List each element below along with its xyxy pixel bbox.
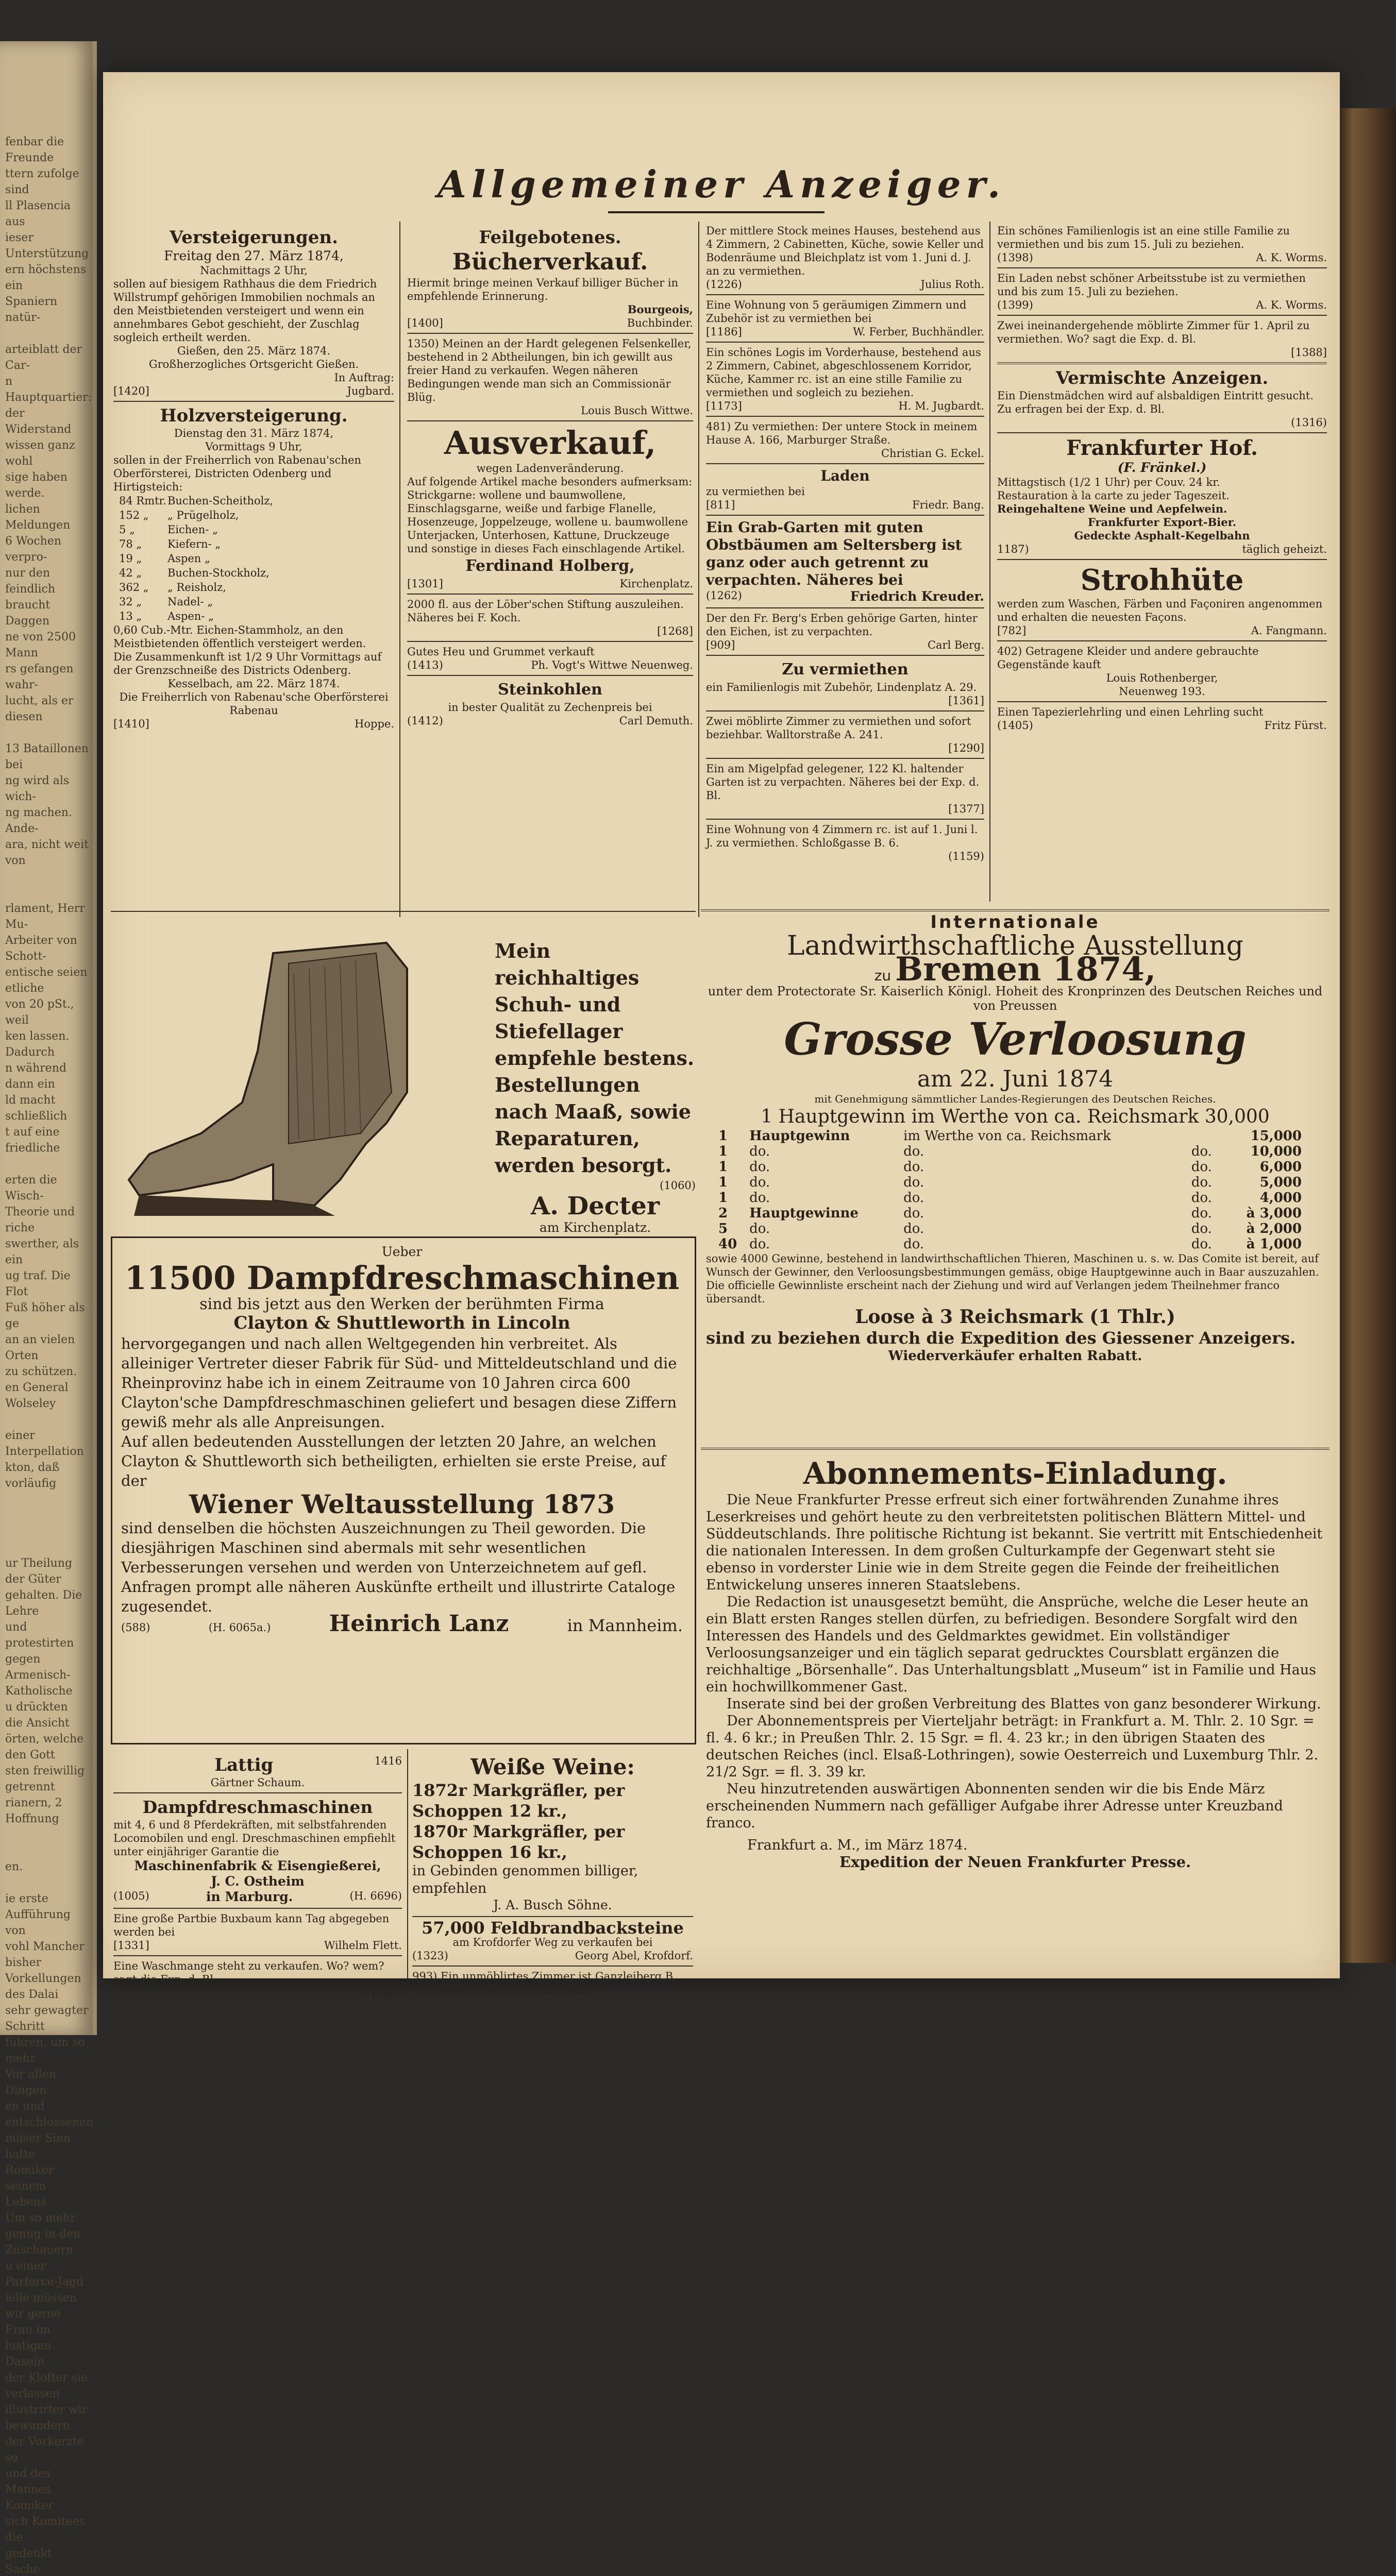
hotel-heated: täglich geheizt. bbox=[1242, 543, 1327, 555]
wood-row: 152 „ „ Prügelholz, bbox=[119, 509, 239, 521]
thresher-text: mit 4, 6 und 8 Pferdekräften, mit selbstfahrenden Locomobilen und engl. Dreschmaschinen empfiehlt unter einjähriger Garantie die bbox=[113, 1819, 396, 1858]
ad-number: [909] bbox=[706, 639, 735, 651]
ad-signature: Bourgeois, bbox=[627, 303, 693, 316]
subscription-ad bbox=[706, 1455, 1324, 1871]
garden-rent-text: Ein am Migelpfad gelegener, 122 Kl. haltender Garten ist zu verpachten. Näheres bei der Exp. d. Bl. bbox=[706, 762, 980, 802]
column-auctions bbox=[113, 227, 394, 731]
wood-row: 362 „ „ Reisholz, bbox=[119, 581, 226, 594]
ad-signature: Christian G. Eckel. bbox=[881, 447, 984, 460]
shoe-ad bbox=[495, 938, 696, 1235]
bremen-authorization: mit Genehmigung sämmtlicher Landes-Regierungen des Deutschen Reiches. bbox=[814, 1093, 1216, 1105]
prize-row: 1 do. do. do. 6,000 bbox=[718, 1159, 1302, 1175]
shoe-ad-text: Mein reichhaltiges Schuh- und Stiefellager empfehle bestens. Bestellungen nach Maaß, sowie Reparaturen, werden besorgt. bbox=[495, 939, 695, 1177]
ad-number: [1268] bbox=[657, 625, 693, 637]
garden-lease-text: Der den Fr. Berg's Erben gehörige Garten, hinter den Eichen, ist zu verpachten. bbox=[706, 612, 978, 638]
wood-row: 78 „ Kiefern- „ bbox=[119, 538, 221, 550]
wood-row: 5 „ Eichen- „ bbox=[119, 523, 218, 536]
bottom-left-ads bbox=[113, 1754, 402, 1999]
ad-number: [1290] bbox=[948, 742, 984, 754]
straw-hats-title: Strohhüte bbox=[1080, 563, 1244, 597]
apprentice-text: Einen Tapezierlehrling und einen Lehrling sucht bbox=[997, 706, 1264, 718]
prize-row: 5 do. do. do. à 2,000 bbox=[718, 1221, 1302, 1236]
straw-hats-text: werden zum Waschen, Färben und Façoniren angenommen und erhalten die neuesten Façons. bbox=[997, 598, 1323, 623]
hotel-lunch: Mittagstisch (1/2 1 Uhr) per Couv. 24 kr. bbox=[997, 476, 1220, 488]
auction-date: Freitag den 27. März 1874, bbox=[164, 248, 344, 263]
hotel-beer: Frankfurter Export-Bier. bbox=[1087, 516, 1237, 529]
ad-address: Neuenweg 193. bbox=[1119, 685, 1205, 698]
clearance-sale-intro: Auf folgende Artikel mache besonders aufmerksam: bbox=[407, 476, 693, 488]
ad-number: [1331] bbox=[113, 1939, 149, 1952]
shop-title: Laden bbox=[820, 467, 870, 484]
lanz-line: sind bis jetzt aus den Werken der berühmten Firma bbox=[199, 1295, 604, 1313]
hotel-bowling: Gedeckte Asphalt-Kegelbahn bbox=[1074, 529, 1250, 542]
ad-number: [1410] bbox=[113, 718, 149, 730]
wood-row: 19 „ Aspen „ bbox=[119, 552, 210, 565]
auction-mandate: In Auftrag: bbox=[334, 371, 394, 384]
ad-number: 1416 bbox=[374, 1755, 402, 1767]
subscription-p4: Der Abonnementspreis per Vierteljahr beträgt: in Frankfurt a. M. Thlr. 2. 10 Sgr. = fl. 4. 6 kr.; in Preußen Thlr. 2. 15 Sgr. = fl. 4. 23 kr.; in den übrigen Staaten des deutschen Reiches (incl. Elsaß-Lothringen), sowie Oesterreich und Luxemburg Thlr. 2. 21/2 Sgr. = fl. 3. 39 kr. bbox=[706, 1713, 1319, 1780]
ad-signature: J. A. Busch Söhne. bbox=[493, 1897, 612, 1912]
section-rule bbox=[701, 1448, 1330, 1450]
ad-signature: Julius Roth. bbox=[920, 278, 984, 291]
ad-signature: Ferdinand Holberg, bbox=[465, 557, 635, 575]
ad-number: (1262) bbox=[706, 589, 742, 602]
column-rentals bbox=[706, 224, 984, 863]
to-let-title: Zu vermiethen bbox=[782, 660, 909, 679]
flat-text: Eine Wohnung von 4 Zimmern rc. ist auf 1. Juni l. J. zu vermiethen. Schloßgasse B. 6. bbox=[706, 823, 978, 849]
bremen-lottery-ad bbox=[706, 914, 1324, 1364]
wood-auction-text3: Die Zusammenkunft ist 1/2 9 Uhr Vormittags auf der Grenzschneiße des Districts Odenberg. bbox=[113, 651, 382, 676]
bremen-line1: Internationale bbox=[930, 912, 1100, 933]
lanz-body: hervorgegangen und nach allen Weltgegenden hin verbreitet. Als alleiniger Vertreter dieser Fabrik für Süd- und Mitteldeutschland und die Rheinprovinz habe ich in einem Zeitraume von 10 Jahren circa 600 Clayton'sche Dampfdreschmaschinen geliefert und besagen diese Ziffern gewiß mehr als alle Anpreisungen. bbox=[121, 1335, 677, 1431]
ad-code: (H. 6696) bbox=[349, 1890, 402, 1902]
bremen-body: sowie 4000 Gewinne, bestehend in landwirthschaftlichen Thieren, Maschinen u. s. w. Das Comite ist bereit, auf Wunsch der Gewinner, den Verloosungsbestimmungen gemäss, obige Hauptgewinne auch in Baar auszuzahlen. bbox=[706, 1252, 1319, 1278]
ad-number: [1301] bbox=[407, 578, 443, 590]
ad-number: (1413) bbox=[407, 659, 443, 671]
clothes-text: 402) Getragene Kleider und andere gebrauchte Gegenstände kauft bbox=[997, 645, 1259, 671]
prize-row: 1 do. do. do. 10,000 bbox=[718, 1144, 1302, 1159]
ad-number: [1388] bbox=[1291, 346, 1327, 359]
bremen-line2: Landwirthschaftliche Ausstellung bbox=[787, 930, 1243, 961]
column-rule bbox=[698, 222, 699, 917]
book-sale-title: Bücherverkauf. bbox=[452, 249, 648, 275]
ad-number: [811] bbox=[706, 499, 735, 511]
subscription-p3: Inserate sind bei der großen Verbreitung des Blattes von ganz besonderer Wirkung. bbox=[727, 1696, 1321, 1712]
ad-number: (1405) bbox=[997, 719, 1033, 732]
ad-signature: A. Decter bbox=[530, 1192, 660, 1221]
prize-row: 2 Hauptgewinne do. do. à 3,000 bbox=[718, 1206, 1302, 1221]
bremen-city: Bremen 1874, bbox=[895, 950, 1156, 989]
ad-number: [1400] bbox=[407, 317, 443, 329]
bremen-main-prize: 1 Hauptgewinn im Werthe von ca. Reichsmark 30,000 bbox=[761, 1106, 1270, 1127]
hotel-wine: Reingehaltene Weine und Aepfelwein. bbox=[997, 502, 1227, 515]
bremen-zu: zu bbox=[874, 967, 892, 984]
hotel-title: Frankfurter Hof. bbox=[1066, 436, 1258, 460]
ad-signature: Wilhelm Flett. bbox=[324, 1939, 402, 1952]
column-rule bbox=[989, 222, 990, 902]
ad-signature: Georg Abel, Krofdorf. bbox=[575, 1950, 693, 1962]
lanz-body2: Auf allen bedeutenden Ausstellungen der letzten 20 Jahre, an welchen Clayton & Shuttleworth sich betheiligten, erhielten sie erste Preise, auf der bbox=[121, 1433, 666, 1489]
subscription-p2: Die Redaction ist unausgesetzt bemüht, die Ansprüche, welche die Leser heute an ein Blatt ersten Ranges stellen dürfen, zu befriedigen. Besondere Sorgfalt wird den Interessen des Handels und des Geldmarktes gewidmet. Ein vollständiger Verloosungsanzeiger und ein täglich separat gedrucktes Coursblatt ergänzen die reichhaltige „Börsenhalle“. Das Unterhaltungsblatt „Museum“ ist in Familie und Haus ein hochwillkommener Gast. bbox=[706, 1594, 1317, 1695]
bricks-text: am Krofdorfer Weg zu verkaufen bei bbox=[452, 1936, 653, 1948]
subscription-title: Abonnements-Einladung. bbox=[803, 1456, 1227, 1491]
auction-text: sollen auf biesigem Rathhaus die dem Friedrich Willstrumpf gehörigen Immobilien nochmals an den Meistbietenden versteigert und wenn ein annehmbares Gebot geschieht, der Zuschlag sogleich ertheilt werden. bbox=[113, 278, 377, 344]
hay-text: Gutes Heu und Grummet verkauft bbox=[407, 646, 595, 658]
wine-line: 1872r Markgräfler, per Schoppen 12 kr., bbox=[412, 1781, 625, 1821]
book-sale-text: Hiermit bringe meinen Verkauf billiger Bücher in empfehlende Erinnerung. bbox=[407, 277, 679, 302]
room-text: 993) Ein unmöblirtes Zimmer ist Ganzleiberg B. 68, ebener Erde, zu vermiethen. bbox=[412, 1970, 677, 1996]
rental-text: Eine Wohnung von 5 geräumigen Zimmern und Zubehör ist zu vermiethen bei bbox=[706, 299, 967, 325]
subscription-p5: Neu hinzutretenden auswärtigen Abonnenten senden wir die bis Ende März erscheinenden Nummern nach gefälliger Aufgabe ihrer Adresse unter Kreuzband franco. bbox=[706, 1781, 1283, 1831]
rental-text: Zwei ineinandergehende möblirte Zimmer für 1. April zu vermiethen. Wo? sagt die Exp. d. Bl. bbox=[997, 319, 1310, 345]
boot-illustration bbox=[119, 938, 479, 1216]
ad-number: (1399) bbox=[997, 299, 1033, 311]
prize-row: 40 do. do. do. à 1,000 bbox=[718, 1236, 1302, 1252]
rental-text: Der mittlere Stock meines Hauses, bestehend aus 4 Zimmern, 2 Cabinetten, Küche, sowie Keller und Bodenräume und Bleichplatz ist vom 1. Juni d. J. an zu vermiethen. bbox=[706, 225, 984, 277]
subscription-place: Frankfurt a. M., im März 1874. bbox=[747, 1837, 968, 1853]
section-heading-misc: Vermischte Anzeigen. bbox=[1055, 368, 1269, 388]
wood-auction-time: Vormittags 9 Uhr, bbox=[205, 440, 302, 453]
lettuce-title: Lattig bbox=[214, 1755, 274, 1775]
ad-signature: Hoppe. bbox=[355, 718, 394, 730]
column-misc bbox=[997, 224, 1327, 732]
bremen-body2: Die officielle Gewinnliste erscheint nach der Ziehung und wird auf Verlangen jedem Theilnehmer franco übersandt. bbox=[706, 1279, 1280, 1305]
wood-row: 32 „ Nadel- „ bbox=[119, 596, 213, 608]
wine-line: 1870r Markgräfler, per Schoppen 16 kr., bbox=[412, 1822, 625, 1862]
lanz-firm: Clayton & Shuttleworth in Lincoln bbox=[233, 1313, 570, 1333]
hotel-restaurant: Restauration à la carte zu jeder Tageszeit. bbox=[997, 489, 1230, 502]
section-heading-auctions: Versteigerungen. bbox=[170, 227, 338, 248]
section-rule bbox=[701, 909, 1330, 911]
ad-signature: Louis Rothenberger, bbox=[1106, 672, 1218, 684]
loan-text: 2000 fl. aus der Löber'schen Stiftung auszuleihen. Näheres bei F. Koch. bbox=[407, 598, 684, 624]
ad-number: (1316) bbox=[1291, 416, 1327, 429]
wood-auction-heading: Holzversteigerung. bbox=[160, 405, 348, 426]
ad-number: (1406) bbox=[366, 1987, 402, 1999]
ad-signature: Heinrich Lanz bbox=[329, 1611, 509, 1637]
bricks-title: 57,000 Feldbrandbacksteine bbox=[422, 1918, 684, 1938]
bremen-title: Grosse Verloosung bbox=[784, 1013, 1247, 1065]
bremen-tickets: Loose à 3 Reichsmark (1 Thlr.) bbox=[855, 1306, 1175, 1328]
newspaper-page bbox=[103, 72, 1340, 1999]
ad-code: (H. 6065a.) bbox=[208, 1621, 271, 1634]
ad-address: am Kirchenplatz. bbox=[539, 1220, 651, 1235]
ad-number: [1377] bbox=[948, 803, 984, 815]
ad-signature-role: Buchbinder. bbox=[627, 317, 693, 329]
lanz-title: 11500 Dampfdreschmaschinen bbox=[124, 1259, 680, 1297]
wood-auction-date: Dienstag den 31. März 1874, bbox=[174, 427, 334, 439]
lanz-expo: Wiener Weltausstellung 1873 bbox=[189, 1489, 615, 1519]
bremen-resellers: Wiederverkäufer erhalten Rabatt. bbox=[888, 1348, 1142, 1364]
to-let-text: ein Familienlogis mit Zubehör, Lindenplatz A. 29. bbox=[706, 681, 977, 693]
ad-signature: Fritz Fürst. bbox=[1264, 719, 1327, 732]
ad-signature: Louis Busch Wittwe. bbox=[581, 404, 693, 417]
ad-signature: A. Fangmann. bbox=[1251, 624, 1327, 637]
left-page-text: fenbar die Freunde ttern zufolge sind ll Plasencia aus ieser Unterstützung ern höchstens ein Spaniern natür- arteiblatt der Car- n Hauptquartier: der Widerstand wissen ganz wohl sige haben werde. lichen Meldungen 6 Wochen verpro- nur den feindlich braucht Daggen ne von 2500 Mann rs gefangen wahr- lucht, als er diesen 13 Bataillonen bei ng wird als wich- ng machen. Ande- ara, nicht weit von rlament, Herr Mu- Arbeiter von Schott- entische seien etliche von 20 pSt., weil ken lassen. Dadurch n während dann ein ld macht schließlich t auf eine friedliche erten die Wisch- Theorie und riche swerther, als ein ug traf. Die Flot Fuß höher als ge an an vielen Orten zu schützen. en General Wolseley einer Interpellation kton, daß vorläufig ur Theilung der Güter gehalten. Die Lehre und protestirten gegen Armenisch-Katholische u drückten die Ansicht örten, welche den Gott sten freiwillig getrennt rianern, 2 Hoffnung en. ie erste Aufführung von vohl Mancher bisher Vorkellungen des Dalai sehr gewagter Schritt führen, um so mehr Vor allen Dingen en und entschlossenen miiser Sinn hatte Romiker seinem Lebens Um so mehr genug in den Zuschauern u einer Parforce-Jagd ielle müssen wir gerne Frau im lustigen Dasein der Klofter sie verlassen illustrirter wir bewundern der Vorkerzte so und des Mannes Komiker sich Komitees die gedenkt Sache bbox=[5, 135, 94, 2576]
wood-row: 84 Rmtr. Buchen-Scheitholz, bbox=[119, 495, 274, 507]
mangle-text: Eine Waschmange steht zu verkaufen. Wo? wem? sagt die Exp. d. Bl. bbox=[113, 1960, 384, 1986]
lanz-body3: sind denselben die höchsten Auszeichnungen zu Theil geworden. Die diesjährigen Maschinen sind abermals mit sehr wesentlichen Verbesserungen versehen und werden von Unterzeichnetem auf gefl. Anfragen prompt alle näheren Auskünfte ertheilt und illustrirte Cataloge zugesendet. bbox=[121, 1519, 676, 1615]
section-rule bbox=[111, 911, 696, 912]
lanz-pre: Ueber bbox=[381, 1244, 423, 1259]
ad-signature: Carl Demuth. bbox=[619, 715, 693, 727]
hotel-owner: (F. Fränkel.) bbox=[1117, 460, 1207, 475]
wine-line: in Gebinden genommen billiger, empfehlen bbox=[412, 1863, 638, 1896]
lanz-ad bbox=[121, 1244, 683, 1637]
ad-signature: H. M. Jugbardt. bbox=[898, 400, 984, 412]
subscription-signature: Expedition der Neuen Frankfurter Presse. bbox=[839, 1853, 1191, 1871]
ad-number: (1060) bbox=[660, 1179, 696, 1192]
maid-text: Ein Dienstmädchen wird auf alsbaldigen Eintritt gesucht. Zu erfragen bei der Exp. d. Bl. bbox=[997, 389, 1314, 415]
ad-number: [1186] bbox=[706, 326, 742, 338]
wood-row: 13 „ Aspen- „ bbox=[119, 610, 214, 622]
clearance-sale-subtitle: wegen Ladenveränderung. bbox=[476, 462, 624, 474]
left-facing-page bbox=[0, 41, 97, 2576]
clearance-sale-items: Strickgarne: wollene und baumwollene, Einschlagsgarne, weiße und farbige Flanelle, Hosenzeuge, Joppelzeuge, wollene u. baumwollene Unterjacken, Unterhosen, Kattune, Druckzeuge und sonstige in dieses Fach einschlagende Artikel. bbox=[407, 489, 688, 555]
book-spine bbox=[1334, 108, 1396, 1963]
ad-number: (1323) bbox=[412, 1950, 448, 1962]
ad-number: (1005) bbox=[113, 1890, 149, 1902]
wood-auction-authority: Die Freiherrlich von Rabenau'sche Oberförsterei Rabenau bbox=[119, 691, 389, 717]
ad-number: (1398) bbox=[997, 251, 1033, 264]
prize-row: 1 do. do. do. 5,000 bbox=[718, 1175, 1302, 1190]
rental-text: Ein schönes Familienlogis ist an eine stille Familie zu vermiethen und bis zum 15. Juli zu beziehen. bbox=[997, 225, 1290, 250]
bottom-mid-ads bbox=[412, 1754, 693, 1996]
boxwood-text: Eine große Partbie Buxbaum kann Tag abgegeben werden bei bbox=[113, 1912, 390, 1938]
wine-title: Weiße Weine: bbox=[470, 1754, 635, 1780]
column-rule bbox=[399, 222, 400, 917]
ad-number: 1187) bbox=[997, 543, 1029, 555]
ad-signature: A. K. Worms. bbox=[1256, 299, 1327, 311]
ad-number: [782] bbox=[997, 624, 1027, 637]
prize-row: 1 Hauptgewinn im Werthe von ca. Reichsmark 15,000 bbox=[718, 1128, 1302, 1144]
wood-auction-text2: 0,60 Cub.-Mtr. Eichen-Stammholz, an den Meistbietenden öffentlich versteigert werden. bbox=[113, 624, 366, 650]
thresher-title: Dampfdreschmaschinen bbox=[142, 1797, 373, 1817]
thresher-firm: Maschinenfabrik & Eisengießerei, bbox=[134, 1858, 381, 1873]
ad-signature: Friedrich Kreuder. bbox=[850, 589, 984, 604]
garden-text: Ein Grab-Garten mit guten Obstbäumen am Seltersberg ist ganz oder auch getrennt zu verpachten. Näheres bei bbox=[706, 519, 962, 588]
ad-signature: Jugbard. bbox=[347, 385, 394, 397]
shop-text: zu vermiethen bei bbox=[706, 485, 805, 498]
rental-text: 481) Zu vermiethen: Der untere Stock in meinem Hause A. 166, Marburger Straße. bbox=[706, 420, 978, 446]
rental-text: Ein schönes Logis im Vorderhause, bestehend aus 2 Zimmern, Cabinet, abgeschlossenem Korridor, Küche, Kammer rc. ist an eine stille Familie zu vermiethen und sogleich zu beziehen. bbox=[706, 346, 981, 399]
auction-time: Nachmittags 2 Uhr, bbox=[200, 264, 308, 277]
auction-place: Gießen, den 25. März 1874. bbox=[177, 345, 331, 357]
section-heading-for-sale: Feilgebotenes. bbox=[479, 227, 621, 248]
coal-text: in bester Qualität zu Zechenpreis bei bbox=[448, 701, 652, 714]
ad-number: (1226) bbox=[706, 278, 742, 291]
rooms-text: Zwei möblirte Zimmer zu vermiethen und sofort beziehbar. Walltorstraße A. 241. bbox=[706, 715, 971, 741]
ad-signature-role: Kirchenplatz. bbox=[619, 578, 693, 590]
coal-title: Steinkohlen bbox=[498, 681, 602, 699]
clearance-sale-title: Ausverkauf, bbox=[444, 424, 657, 462]
ad-number: [1361] bbox=[948, 694, 984, 707]
masthead: Allgemeiner Anzeiger. bbox=[437, 162, 1006, 206]
ad-number: [1420] bbox=[113, 385, 149, 397]
wood-auction-text: sollen in der Freiherrlich von Rabenau'schen Oberförsterei, Districten Odenberg und Hirtigsteich: bbox=[113, 454, 361, 493]
column-rule bbox=[407, 1749, 408, 1978]
ad-signature: Gärtner Schaum. bbox=[210, 1776, 305, 1789]
auction-authority: Großherzogliches Ortsgericht Gießen. bbox=[148, 358, 359, 370]
wood-row: 42 „ Buchen-Stockholz, bbox=[119, 567, 270, 579]
cellar-sale-text: 1350) Meinen an der Hardt gelegenen Felsenkeller, bestehend in 2 Abtheilungen, bin ich gewillt aus freier Hand zu verkaufen. Wegen näheren Bedingungen wende man sich an Commissionär Blüg. bbox=[407, 337, 692, 403]
subscription-p1: Die Neue Frankfurter Presse erfreut sich einer fortwährenden Zunahme ihres Leserkreises und gehört heute zu den verbreitetsten politischen Blättern Mittel- und Süddeutschlands. Ihre politische Richtung ist bekannt. Sie vertritt mit Entschiedenheit die nationalen Interessen. In dem großen Culturkampfe der Gegenwart steht sie ebenso in vorderster Linie wie in dem Streite gegen die Feinde der freiheitlichen Entwickelung unseres inneren Staatslebens. bbox=[706, 1492, 1323, 1593]
ad-number: (1412) bbox=[407, 715, 443, 727]
prize-table bbox=[716, 1128, 1304, 1252]
bremen-tickets-where: sind zu beziehen durch die Expedition des Giessener Anzeigers. bbox=[706, 1328, 1296, 1348]
ad-number: [1173] bbox=[706, 400, 742, 412]
bremen-date: am 22. Juni 1874 bbox=[917, 1066, 1114, 1092]
thresher-firm-name: J. C. Ostheim bbox=[211, 1874, 305, 1889]
ad-signature: Carl Berg. bbox=[927, 639, 984, 651]
ad-city: in Marburg. bbox=[206, 1889, 293, 1904]
column-for-sale bbox=[407, 227, 693, 727]
ad-signature: W. Ferber, Buchhändler. bbox=[853, 326, 984, 338]
masthead-rule bbox=[608, 211, 825, 213]
ad-number: (1159) bbox=[948, 850, 984, 862]
prize-row: 1 do. do. do. 4,000 bbox=[718, 1190, 1302, 1206]
wood-auction-place: Kesselbach, am 22. März 1874. bbox=[167, 677, 340, 690]
bremen-protectorate: unter dem Protectorate Sr. Kaiserlich Königl. Hoheit des Kronprinzen des Deutschen Reiches und von Preussen bbox=[708, 984, 1323, 1013]
rental-text: Ein Laden nebst schöner Arbeitsstube ist zu vermiethen und bis zum 15. Juli zu beziehen. bbox=[997, 272, 1306, 298]
ad-signature: Friedr. Bang. bbox=[912, 499, 984, 511]
ad-signature: Ph. Vogt's Wittwe Neuenweg. bbox=[531, 659, 693, 671]
ad-number: (588) bbox=[121, 1621, 150, 1634]
ad-signature: A. K. Worms. bbox=[1256, 251, 1327, 264]
ad-city: in Mannheim. bbox=[567, 1616, 683, 1635]
wood-list bbox=[119, 494, 274, 623]
